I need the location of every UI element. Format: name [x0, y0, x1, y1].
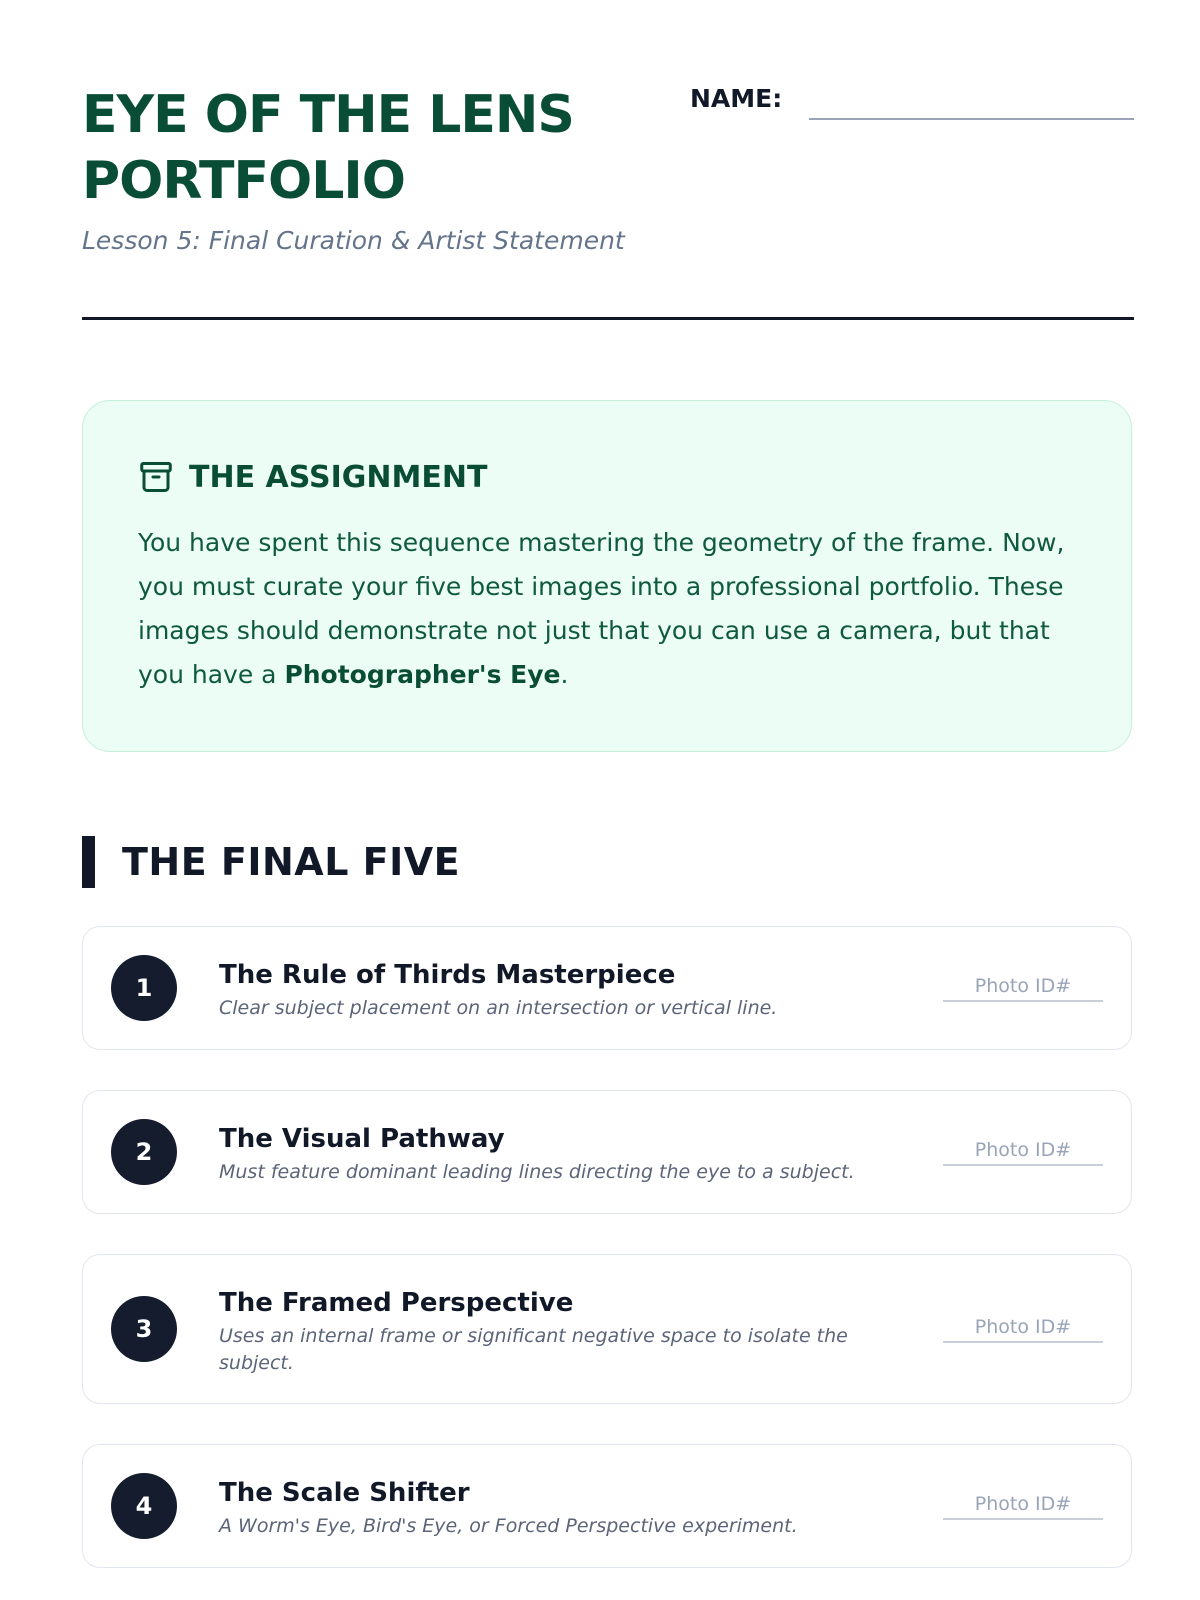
photo-id-input[interactable]: [943, 972, 1103, 1002]
item-number-badge: 1: [111, 955, 177, 1021]
portfolio-item-card: [82, 1444, 1132, 1568]
lesson-subtitle: Lesson 5: Final Curation & Artist Statement: [82, 226, 625, 255]
item-title: The Visual Pathway: [219, 1124, 505, 1154]
item-number-badge: 2: [111, 1119, 177, 1185]
section-title: THE FINAL FIVE: [122, 840, 461, 884]
item-description: Uses an internal frame or significant negative space to isolate the subject.: [219, 1325, 848, 1374]
item-description: Must feature dominant leading lines directing the eye to a subject.: [219, 1161, 855, 1183]
assignment-title: THE ASSIGNMENT: [189, 459, 488, 495]
name-label: NAME:: [690, 84, 783, 113]
item-number-badge: 4: [111, 1473, 177, 1539]
assignment-text: [138, 521, 1088, 697]
item-number-badge: 3: [111, 1296, 177, 1362]
page-title: [82, 82, 682, 214]
worksheet-header: [82, 0, 1132, 320]
item-description: A Worm's Eye, Bird's Eye, or Forced Perspective experiment.: [219, 1515, 798, 1537]
page-title-line-1: EYE OF THE LENS: [82, 85, 574, 145]
item-title: The Scale Shifter: [219, 1478, 470, 1508]
assignment-heading: [138, 459, 487, 495]
assignment-text-emphasis: Photographer's Eye: [284, 660, 561, 689]
item-title: The Framed Perspective: [219, 1288, 574, 1318]
photo-id-input[interactable]: [943, 1313, 1103, 1343]
archive-icon: [138, 459, 174, 495]
photo-id-input[interactable]: [943, 1490, 1103, 1520]
section-accent-bar: [82, 836, 95, 888]
portfolio-item-card: [82, 926, 1132, 1050]
photo-id-input[interactable]: [943, 1136, 1103, 1166]
header-divider: [82, 317, 1134, 320]
page-title-line-2: PORTFOLIO: [82, 151, 405, 211]
item-description: Clear subject placement on an intersection or vertical line.: [219, 997, 778, 1019]
worksheet-page: [82, 0, 1132, 1537]
item-title: The Rule of Thirds Masterpiece: [219, 960, 676, 990]
assignment-panel: [82, 400, 1132, 752]
section-heading: [82, 836, 460, 888]
name-field[interactable]: [809, 118, 1134, 120]
portfolio-item-card: [82, 1254, 1132, 1404]
portfolio-item-card: [82, 1090, 1132, 1214]
assignment-text-end: .: [560, 660, 569, 689]
assignment-text-body: You have spent this sequence mastering the geometry of the frame. Now, you must curate your five best images into a professional portfolio. These images should demonstrate not just that you can use a camera, but that you have a: [138, 528, 1065, 689]
